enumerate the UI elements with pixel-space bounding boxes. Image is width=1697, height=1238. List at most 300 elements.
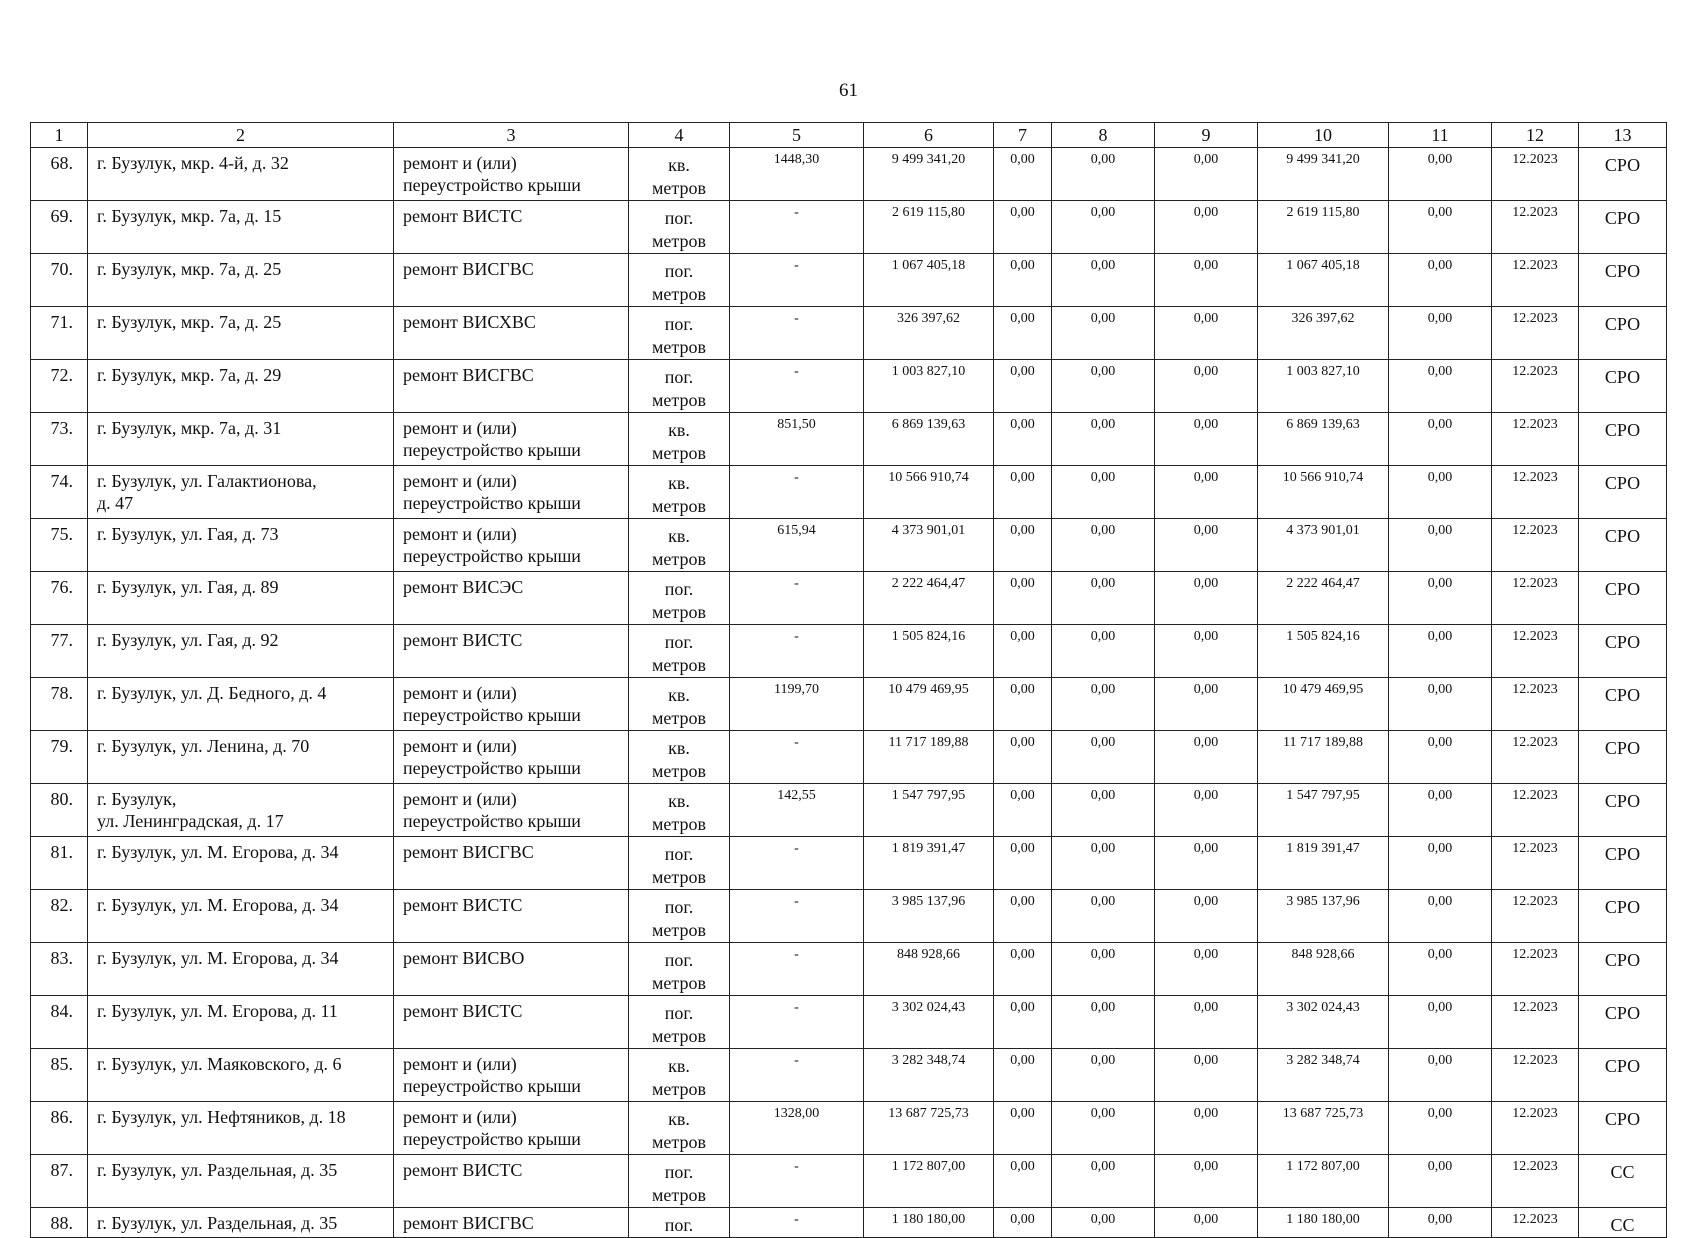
address-cell: г. Бузулук, ул. Гая, д. 92: [88, 625, 394, 678]
col11-cell: 0,00: [1389, 625, 1492, 678]
col10-cell: 6 869 139,63: [1258, 413, 1389, 466]
col8-cell: 0,00: [1052, 148, 1155, 201]
program-table: [30, 122, 1667, 1238]
unit-cell: пог. метров: [629, 572, 730, 625]
col8-cell: 0,00: [1052, 1049, 1155, 1102]
work-type-cell: ремонт ВИСТС: [394, 996, 629, 1049]
work-type-cell: ремонт и (или) переустройство крыши: [394, 148, 629, 201]
table-row: [31, 890, 1667, 943]
work-type-cell: ремонт ВИСГВС: [394, 360, 629, 413]
method-cell: СРО: [1579, 201, 1667, 254]
col10-cell: 3 302 024,43: [1258, 996, 1389, 1049]
deadline-cell: 12.2023: [1492, 1208, 1579, 1238]
area-cell: -: [730, 572, 864, 625]
method-cell: СРО: [1579, 254, 1667, 307]
deadline-cell: 12.2023: [1492, 1155, 1579, 1208]
row-number-cell: 71.: [31, 307, 88, 360]
col10-cell: 3 985 137,96: [1258, 890, 1389, 943]
column-number-row: [31, 123, 1667, 148]
cost-cell: 1 819 391,47: [864, 837, 994, 890]
col9-cell: 0,00: [1155, 572, 1258, 625]
unit-cell: кв. метров: [629, 413, 730, 466]
table-row: [31, 678, 1667, 731]
col7-cell: 0,00: [994, 413, 1052, 466]
table-row: [31, 466, 1667, 519]
deadline-cell: 12.2023: [1492, 890, 1579, 943]
unit-cell: кв. метров: [629, 519, 730, 572]
cost-cell: 1 067 405,18: [864, 254, 994, 307]
cost-cell: 4 373 901,01: [864, 519, 994, 572]
method-cell: СРО: [1579, 466, 1667, 519]
method-cell: СРО: [1579, 996, 1667, 1049]
row-number-cell: 87.: [31, 1155, 88, 1208]
area-cell: 1199,70: [730, 678, 864, 731]
col7-cell: 0,00: [994, 1208, 1052, 1238]
cost-cell: 2 619 115,80: [864, 201, 994, 254]
area-cell: -: [730, 201, 864, 254]
method-cell: СРО: [1579, 413, 1667, 466]
deadline-cell: 12.2023: [1492, 1049, 1579, 1102]
cost-cell: 11 717 189,88: [864, 731, 994, 784]
area-cell: 851,50: [730, 413, 864, 466]
unit-cell: пог. метров: [629, 890, 730, 943]
deadline-cell: 12.2023: [1492, 201, 1579, 254]
method-cell: СРО: [1579, 943, 1667, 996]
col9-cell: 0,00: [1155, 1102, 1258, 1155]
deadline-cell: 12.2023: [1492, 148, 1579, 201]
row-number-cell: 81.: [31, 837, 88, 890]
area-cell: -: [730, 1155, 864, 1208]
col11-cell: 0,00: [1389, 360, 1492, 413]
col9-cell: 0,00: [1155, 360, 1258, 413]
cost-cell: 9 499 341,20: [864, 148, 994, 201]
area-cell: -: [730, 1049, 864, 1102]
address-cell: г. Бузулук, ул. Раздельная, д. 35: [88, 1208, 394, 1238]
unit-cell: пог. метров: [629, 360, 730, 413]
method-cell: СРО: [1579, 148, 1667, 201]
col10-cell: 10 566 910,74: [1258, 466, 1389, 519]
col11-cell: 0,00: [1389, 466, 1492, 519]
col10-cell: 10 479 469,95: [1258, 678, 1389, 731]
col9-cell: 0,00: [1155, 1049, 1258, 1102]
table-row: [31, 1208, 1667, 1238]
cost-cell: 3 985 137,96: [864, 890, 994, 943]
unit-cell: кв. метров: [629, 1049, 730, 1102]
address-cell: г. Бузулук, мкр. 7а, д. 25: [88, 307, 394, 360]
address-cell: г. Бузулук, мкр. 7а, д. 31: [88, 413, 394, 466]
row-number-cell: 74.: [31, 466, 88, 519]
work-type-cell: ремонт и (или) переустройство крыши: [394, 731, 629, 784]
col9-cell: 0,00: [1155, 678, 1258, 731]
table-body: [31, 148, 1667, 1238]
col10-cell: 1 172 807,00: [1258, 1155, 1389, 1208]
method-cell: СРО: [1579, 519, 1667, 572]
cost-cell: 1 547 797,95: [864, 784, 994, 837]
deadline-cell: 12.2023: [1492, 678, 1579, 731]
address-cell: г. Бузулук, мкр. 7а, д. 15: [88, 201, 394, 254]
col7-cell: 0,00: [994, 1049, 1052, 1102]
area-cell: 1328,00: [730, 1102, 864, 1155]
address-cell: г. Бузулук, ул. Д. Бедного, д. 4: [88, 678, 394, 731]
table-row: [31, 784, 1667, 837]
table-row: [31, 996, 1667, 1049]
col11-cell: 0,00: [1389, 731, 1492, 784]
col7-cell: 0,00: [994, 731, 1052, 784]
cost-cell: 13 687 725,73: [864, 1102, 994, 1155]
work-type-cell: ремонт и (или) переустройство крыши: [394, 784, 629, 837]
col9-cell: 0,00: [1155, 413, 1258, 466]
method-cell: СРО: [1579, 784, 1667, 837]
unit-cell: кв. метров: [629, 1102, 730, 1155]
col8-cell: 0,00: [1052, 890, 1155, 943]
row-number-cell: 70.: [31, 254, 88, 307]
col8-cell: 0,00: [1052, 307, 1155, 360]
row-number-cell: 78.: [31, 678, 88, 731]
col10-cell: 848 928,66: [1258, 943, 1389, 996]
col7-cell: 0,00: [994, 837, 1052, 890]
col11-cell: 0,00: [1389, 1155, 1492, 1208]
col9-cell: 0,00: [1155, 254, 1258, 307]
work-type-cell: ремонт ВИСЭС: [394, 572, 629, 625]
method-cell: СРО: [1579, 360, 1667, 413]
unit-cell: пог. метров: [629, 307, 730, 360]
area-cell: -: [730, 1208, 864, 1238]
method-cell: СС: [1579, 1155, 1667, 1208]
column-header: 9: [1155, 123, 1258, 148]
area-cell: -: [730, 625, 864, 678]
col7-cell: 0,00: [994, 466, 1052, 519]
table-row: [31, 148, 1667, 201]
method-cell: СС: [1579, 1208, 1667, 1238]
area-cell: -: [730, 731, 864, 784]
area-cell: -: [730, 360, 864, 413]
unit-cell: кв. метров: [629, 148, 730, 201]
method-cell: СРО: [1579, 572, 1667, 625]
row-number-cell: 73.: [31, 413, 88, 466]
col11-cell: 0,00: [1389, 201, 1492, 254]
col8-cell: 0,00: [1052, 1208, 1155, 1238]
table-row: [31, 572, 1667, 625]
method-cell: СРО: [1579, 1102, 1667, 1155]
col11-cell: 0,00: [1389, 1208, 1492, 1238]
col11-cell: 0,00: [1389, 1049, 1492, 1102]
row-number-cell: 68.: [31, 148, 88, 201]
col9-cell: 0,00: [1155, 943, 1258, 996]
col11-cell: 0,00: [1389, 678, 1492, 731]
table-row: [31, 1102, 1667, 1155]
area-cell: -: [730, 890, 864, 943]
col8-cell: 0,00: [1052, 996, 1155, 1049]
cost-cell: 848 928,66: [864, 943, 994, 996]
work-type-cell: ремонт и (или) переустройство крыши: [394, 1049, 629, 1102]
col7-cell: 0,00: [994, 572, 1052, 625]
area-cell: 142,55: [730, 784, 864, 837]
work-type-cell: ремонт и (или) переустройство крыши: [394, 466, 629, 519]
area-cell: -: [730, 996, 864, 1049]
unit-cell: пог. метров: [629, 837, 730, 890]
col9-cell: 0,00: [1155, 890, 1258, 943]
address-cell: г. Бузулук, ул. М. Егорова, д. 34: [88, 837, 394, 890]
work-type-cell: ремонт и (или) переустройство крыши: [394, 413, 629, 466]
col10-cell: 1 180 180,00: [1258, 1208, 1389, 1238]
address-cell: г. Бузулук, ул. Маяковского, д. 6: [88, 1049, 394, 1102]
method-cell: СРО: [1579, 678, 1667, 731]
work-type-cell: ремонт и (или) переустройство крыши: [394, 519, 629, 572]
deadline-cell: 12.2023: [1492, 413, 1579, 466]
deadline-cell: 12.2023: [1492, 943, 1579, 996]
column-header: 2: [88, 123, 394, 148]
work-type-cell: ремонт ВИСВО: [394, 943, 629, 996]
unit-cell: пог. метров: [629, 1155, 730, 1208]
col9-cell: 0,00: [1155, 837, 1258, 890]
col7-cell: 0,00: [994, 1102, 1052, 1155]
row-number-cell: 77.: [31, 625, 88, 678]
work-type-cell: ремонт и (или) переустройство крыши: [394, 1102, 629, 1155]
col7-cell: 0,00: [994, 890, 1052, 943]
work-type-cell: ремонт и (или) переустройство крыши: [394, 678, 629, 731]
deadline-cell: 12.2023: [1492, 731, 1579, 784]
cost-cell: 10 479 469,95: [864, 678, 994, 731]
col9-cell: 0,00: [1155, 148, 1258, 201]
col7-cell: 0,00: [994, 519, 1052, 572]
col8-cell: 0,00: [1052, 731, 1155, 784]
work-type-cell: ремонт ВИСТС: [394, 201, 629, 254]
table-row: [31, 413, 1667, 466]
column-header: 5: [730, 123, 864, 148]
table-row: [31, 1049, 1667, 1102]
col8-cell: 0,00: [1052, 360, 1155, 413]
col7-cell: 0,00: [994, 678, 1052, 731]
col9-cell: 0,00: [1155, 784, 1258, 837]
address-cell: г. Бузулук, мкр. 7а, д. 29: [88, 360, 394, 413]
col9-cell: 0,00: [1155, 1155, 1258, 1208]
col9-cell: 0,00: [1155, 625, 1258, 678]
page-number: 61: [839, 80, 858, 101]
address-cell: г. Бузулук, ул. Раздельная, д. 35: [88, 1155, 394, 1208]
col9-cell: 0,00: [1155, 307, 1258, 360]
cost-cell: 2 222 464,47: [864, 572, 994, 625]
col7-cell: 0,00: [994, 1155, 1052, 1208]
table-row: [31, 307, 1667, 360]
table-row: [31, 254, 1667, 307]
col9-cell: 0,00: [1155, 466, 1258, 519]
col7-cell: 0,00: [994, 148, 1052, 201]
deadline-cell: 12.2023: [1492, 784, 1579, 837]
col8-cell: 0,00: [1052, 837, 1155, 890]
col11-cell: 0,00: [1389, 307, 1492, 360]
unit-cell: кв. метров: [629, 678, 730, 731]
deadline-cell: 12.2023: [1492, 625, 1579, 678]
address-cell: г. Бузулук, ул. М. Егорова, д. 34: [88, 890, 394, 943]
cost-cell: 1 172 807,00: [864, 1155, 994, 1208]
cost-cell: 6 869 139,63: [864, 413, 994, 466]
col8-cell: 0,00: [1052, 1102, 1155, 1155]
col10-cell: 1 819 391,47: [1258, 837, 1389, 890]
col10-cell: 1 067 405,18: [1258, 254, 1389, 307]
address-cell: г. Бузулук, ул. Ленина, д. 70: [88, 731, 394, 784]
col10-cell: 11 717 189,88: [1258, 731, 1389, 784]
column-header: 8: [1052, 123, 1155, 148]
deadline-cell: 12.2023: [1492, 307, 1579, 360]
cost-cell: 1 003 827,10: [864, 360, 994, 413]
unit-cell: кв. метров: [629, 731, 730, 784]
col8-cell: 0,00: [1052, 466, 1155, 519]
address-cell: г. Бузулук, ул. Ленинградская, д. 17: [88, 784, 394, 837]
row-number-cell: 76.: [31, 572, 88, 625]
col8-cell: 0,00: [1052, 572, 1155, 625]
deadline-cell: 12.2023: [1492, 837, 1579, 890]
method-cell: СРО: [1579, 731, 1667, 784]
row-number-cell: 72.: [31, 360, 88, 413]
col11-cell: 0,00: [1389, 1102, 1492, 1155]
col10-cell: 3 282 348,74: [1258, 1049, 1389, 1102]
col7-cell: 0,00: [994, 307, 1052, 360]
cost-cell: 1 180 180,00: [864, 1208, 994, 1238]
col11-cell: 0,00: [1389, 413, 1492, 466]
column-header: 3: [394, 123, 629, 148]
work-type-cell: ремонт ВИСТС: [394, 1155, 629, 1208]
col7-cell: 0,00: [994, 996, 1052, 1049]
col11-cell: 0,00: [1389, 890, 1492, 943]
col10-cell: 4 373 901,01: [1258, 519, 1389, 572]
area-cell: -: [730, 466, 864, 519]
col9-cell: 0,00: [1155, 731, 1258, 784]
col7-cell: 0,00: [994, 254, 1052, 307]
col7-cell: 0,00: [994, 943, 1052, 996]
col10-cell: 2 619 115,80: [1258, 201, 1389, 254]
cost-cell: 326 397,62: [864, 307, 994, 360]
area-cell: -: [730, 254, 864, 307]
deadline-cell: 12.2023: [1492, 1102, 1579, 1155]
address-cell: г. Бузулук, ул. Гая, д. 89: [88, 572, 394, 625]
row-number-cell: 80.: [31, 784, 88, 837]
deadline-cell: 12.2023: [1492, 360, 1579, 413]
col8-cell: 0,00: [1052, 678, 1155, 731]
row-number-cell: 84.: [31, 996, 88, 1049]
address-cell: г. Бузулук, ул. Нефтяников, д. 18: [88, 1102, 394, 1155]
column-header: 12: [1492, 123, 1579, 148]
deadline-cell: 12.2023: [1492, 466, 1579, 519]
method-cell: СРО: [1579, 837, 1667, 890]
col10-cell: 1 505 824,16: [1258, 625, 1389, 678]
col9-cell: 0,00: [1155, 1208, 1258, 1238]
unit-cell: пог. метров: [629, 996, 730, 1049]
col8-cell: 0,00: [1052, 1155, 1155, 1208]
cost-cell: 3 282 348,74: [864, 1049, 994, 1102]
address-cell: г. Бузулук, ул. М. Егорова, д. 34: [88, 943, 394, 996]
area-cell: -: [730, 837, 864, 890]
col11-cell: 0,00: [1389, 943, 1492, 996]
col8-cell: 0,00: [1052, 625, 1155, 678]
col11-cell: 0,00: [1389, 784, 1492, 837]
table-row: [31, 731, 1667, 784]
row-number-cell: 75.: [31, 519, 88, 572]
work-type-cell: ремонт ВИСГВС: [394, 254, 629, 307]
col11-cell: 0,00: [1389, 519, 1492, 572]
row-number-cell: 86.: [31, 1102, 88, 1155]
col10-cell: 13 687 725,73: [1258, 1102, 1389, 1155]
column-header: 6: [864, 123, 994, 148]
col9-cell: 0,00: [1155, 201, 1258, 254]
row-number-cell: 83.: [31, 943, 88, 996]
col8-cell: 0,00: [1052, 784, 1155, 837]
col11-cell: 0,00: [1389, 148, 1492, 201]
table-row: [31, 201, 1667, 254]
col10-cell: 1 547 797,95: [1258, 784, 1389, 837]
col8-cell: 0,00: [1052, 519, 1155, 572]
area-cell: 1448,30: [730, 148, 864, 201]
table-row: [31, 837, 1667, 890]
col10-cell: 9 499 341,20: [1258, 148, 1389, 201]
table-row: [31, 625, 1667, 678]
table-row: [31, 943, 1667, 996]
unit-cell: пог. метров: [629, 625, 730, 678]
col9-cell: 0,00: [1155, 519, 1258, 572]
deadline-cell: 12.2023: [1492, 254, 1579, 307]
unit-cell: пог.: [629, 1208, 730, 1238]
cost-cell: 10 566 910,74: [864, 466, 994, 519]
table-row: [31, 519, 1667, 572]
col7-cell: 0,00: [994, 625, 1052, 678]
deadline-cell: 12.2023: [1492, 996, 1579, 1049]
address-cell: г. Бузулук, ул. М. Егорова, д. 11: [88, 996, 394, 1049]
row-number-cell: 79.: [31, 731, 88, 784]
col11-cell: 0,00: [1389, 254, 1492, 307]
address-cell: г. Бузулук, мкр. 4-й, д. 32: [88, 148, 394, 201]
column-header: 7: [994, 123, 1052, 148]
unit-cell: пог. метров: [629, 201, 730, 254]
method-cell: СРО: [1579, 307, 1667, 360]
column-header: 11: [1389, 123, 1492, 148]
deadline-cell: 12.2023: [1492, 572, 1579, 625]
column-header: 13: [1579, 123, 1667, 148]
method-cell: СРО: [1579, 1049, 1667, 1102]
method-cell: СРО: [1579, 625, 1667, 678]
col8-cell: 0,00: [1052, 254, 1155, 307]
work-type-cell: ремонт ВИСХВС: [394, 307, 629, 360]
address-cell: г. Бузулук, мкр. 7а, д. 25: [88, 254, 394, 307]
method-cell: СРО: [1579, 890, 1667, 943]
unit-cell: пог. метров: [629, 254, 730, 307]
col10-cell: 326 397,62: [1258, 307, 1389, 360]
cost-cell: 3 302 024,43: [864, 996, 994, 1049]
column-header: 1: [31, 123, 88, 148]
col8-cell: 0,00: [1052, 413, 1155, 466]
col10-cell: 2 222 464,47: [1258, 572, 1389, 625]
column-header: 4: [629, 123, 730, 148]
unit-cell: кв. метров: [629, 466, 730, 519]
area-cell: 615,94: [730, 519, 864, 572]
work-type-cell: ремонт ВИСТС: [394, 625, 629, 678]
address-cell: г. Бузулук, ул. Галактионова, д. 47: [88, 466, 394, 519]
cost-cell: 1 505 824,16: [864, 625, 994, 678]
unit-cell: кв. метров: [629, 784, 730, 837]
work-type-cell: ремонт ВИСТС: [394, 890, 629, 943]
col7-cell: 0,00: [994, 784, 1052, 837]
area-cell: -: [730, 307, 864, 360]
work-type-cell: ремонт ВИСГВС: [394, 837, 629, 890]
area-cell: -: [730, 943, 864, 996]
col11-cell: 0,00: [1389, 996, 1492, 1049]
row-number-cell: 82.: [31, 890, 88, 943]
col11-cell: 0,00: [1389, 837, 1492, 890]
col7-cell: 0,00: [994, 360, 1052, 413]
work-type-cell: ремонт ВИСГВС: [394, 1208, 629, 1238]
col8-cell: 0,00: [1052, 201, 1155, 254]
table-row: [31, 360, 1667, 413]
col9-cell: 0,00: [1155, 996, 1258, 1049]
row-number-cell: 88.: [31, 1208, 88, 1238]
